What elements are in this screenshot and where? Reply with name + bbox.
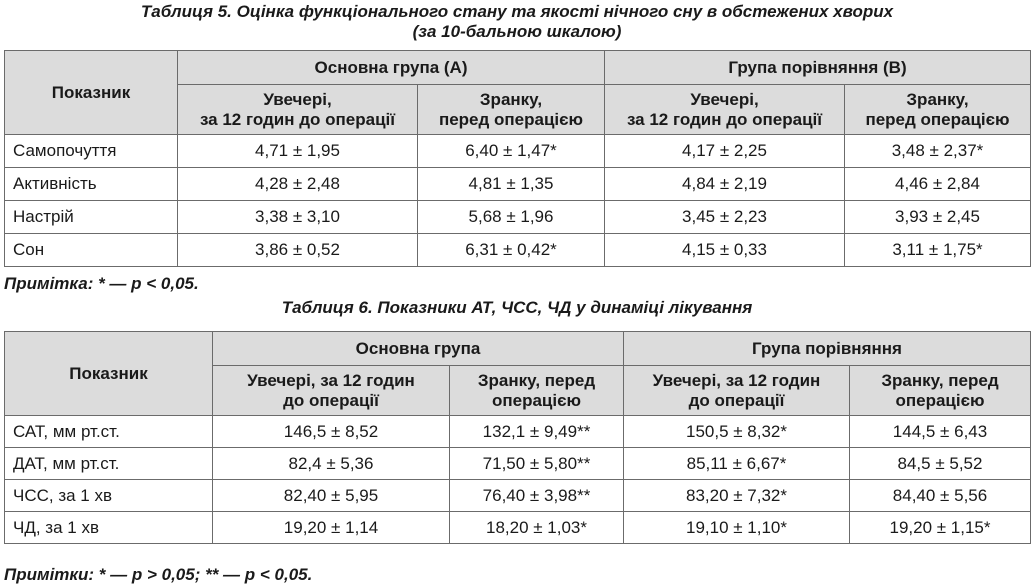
table6-note: Примітки: * — р > 0,05; ** — р < 0,05. [4, 565, 313, 584]
cell-value: 6,31 ± 0,42* [418, 234, 605, 267]
table-row [5, 135, 1031, 168]
table6-group-compare-header: Група порівняння [624, 332, 1031, 366]
row-label: Настрій [5, 201, 178, 234]
cell-value: 146,5 ± 8,52 [213, 416, 450, 448]
table5-caption-line1: Таблиця 5. Оцінка функціонального стану та якості нічного сну в обстежених хворих [140, 2, 894, 21]
row-label: САТ, мм рт.ст. [5, 416, 213, 448]
table6 [4, 331, 1031, 544]
table5-note: Примітка: * — р < 0,05. [4, 274, 199, 293]
cell-value: 18,20 ± 1,03* [450, 512, 624, 544]
table5-b-evening-header: Увечері, за 12 годин до операції [605, 85, 845, 135]
row-label: Активність [5, 168, 178, 201]
table5-a-morning-header: Зранку, перед операцією [418, 85, 605, 135]
table-row [5, 201, 1031, 234]
table6-group-main-header: Основна група [213, 332, 624, 366]
cell-value: 132,1 ± 9,49** [450, 416, 624, 448]
cell-value: 4,28 ± 2,48 [178, 168, 418, 201]
cell-value: 144,5 ± 6,43 [850, 416, 1031, 448]
table-row [5, 234, 1031, 267]
table6-b-morning-header: Зранку, перед операцією [850, 366, 1031, 416]
table5-indicator-header: Показник [5, 51, 178, 135]
table-row [5, 448, 1031, 480]
table6-a-morning-header: Зранку, перед операцією [450, 366, 624, 416]
table6-a-evening-header: Увечері, за 12 годин до операції [213, 366, 450, 416]
cell-value: 19,20 ± 1,14 [213, 512, 450, 544]
cell-value: 3,86 ± 0,52 [178, 234, 418, 267]
row-label: Сон [5, 234, 178, 267]
row-label: ДАТ, мм рт.ст. [5, 448, 213, 480]
cell-value: 6,40 ± 1,47* [418, 135, 605, 168]
cell-value: 84,40 ± 5,56 [850, 480, 1031, 512]
table6-indicator-header: Показник [5, 332, 213, 416]
cell-value: 5,68 ± 1,96 [418, 201, 605, 234]
cell-value: 4,84 ± 2,19 [605, 168, 845, 201]
row-label: ЧД, за 1 хв [5, 512, 213, 544]
cell-value: 84,5 ± 5,52 [850, 448, 1031, 480]
cell-value: 76,40 ± 3,98** [450, 480, 624, 512]
table5-caption-line2: (за 10-бальною шкалою) [412, 22, 622, 41]
cell-value: 19,20 ± 1,15* [850, 512, 1031, 544]
table5 [4, 50, 1031, 267]
cell-value: 85,11 ± 6,67* [624, 448, 850, 480]
cell-value: 4,17 ± 2,25 [605, 135, 845, 168]
cell-value: 150,5 ± 8,32* [624, 416, 850, 448]
table5-group-b-header: Група порівняння (В) [605, 51, 1031, 85]
cell-value: 3,48 ± 2,37* [845, 135, 1031, 168]
cell-value: 82,40 ± 5,95 [213, 480, 450, 512]
cell-value: 3,45 ± 2,23 [605, 201, 845, 234]
cell-value: 83,20 ± 7,32* [624, 480, 850, 512]
table6-caption: Таблиця 6. Показники АТ, ЧСС, ЧД у динаміці лікування [281, 298, 753, 317]
table-row [5, 416, 1031, 448]
table5-group-a-header: Основна група (А) [178, 51, 605, 85]
table-row [5, 512, 1031, 544]
table5-a-evening-header: Увечері, за 12 годин до операції [178, 85, 418, 135]
table-row [5, 168, 1031, 201]
cell-value: 4,71 ± 1,95 [178, 135, 418, 168]
cell-value: 3,38 ± 3,10 [178, 201, 418, 234]
row-label: Самопочуття [5, 135, 178, 168]
table-row [5, 480, 1031, 512]
cell-value: 82,4 ± 5,36 [213, 448, 450, 480]
cell-value: 3,93 ± 2,45 [845, 201, 1031, 234]
cell-value: 3,11 ± 1,75* [845, 234, 1031, 267]
cell-value: 19,10 ± 1,10* [624, 512, 850, 544]
cell-value: 4,46 ± 2,84 [845, 168, 1031, 201]
table6-b-evening-header: Увечері, за 12 годин до операції [624, 366, 850, 416]
cell-value: 4,15 ± 0,33 [605, 234, 845, 267]
table5-b-morning-header: Зранку, перед операцією [845, 85, 1031, 135]
row-label: ЧСС, за 1 хв [5, 480, 213, 512]
cell-value: 71,50 ± 5,80** [450, 448, 624, 480]
cell-value: 4,81 ± 1,35 [418, 168, 605, 201]
